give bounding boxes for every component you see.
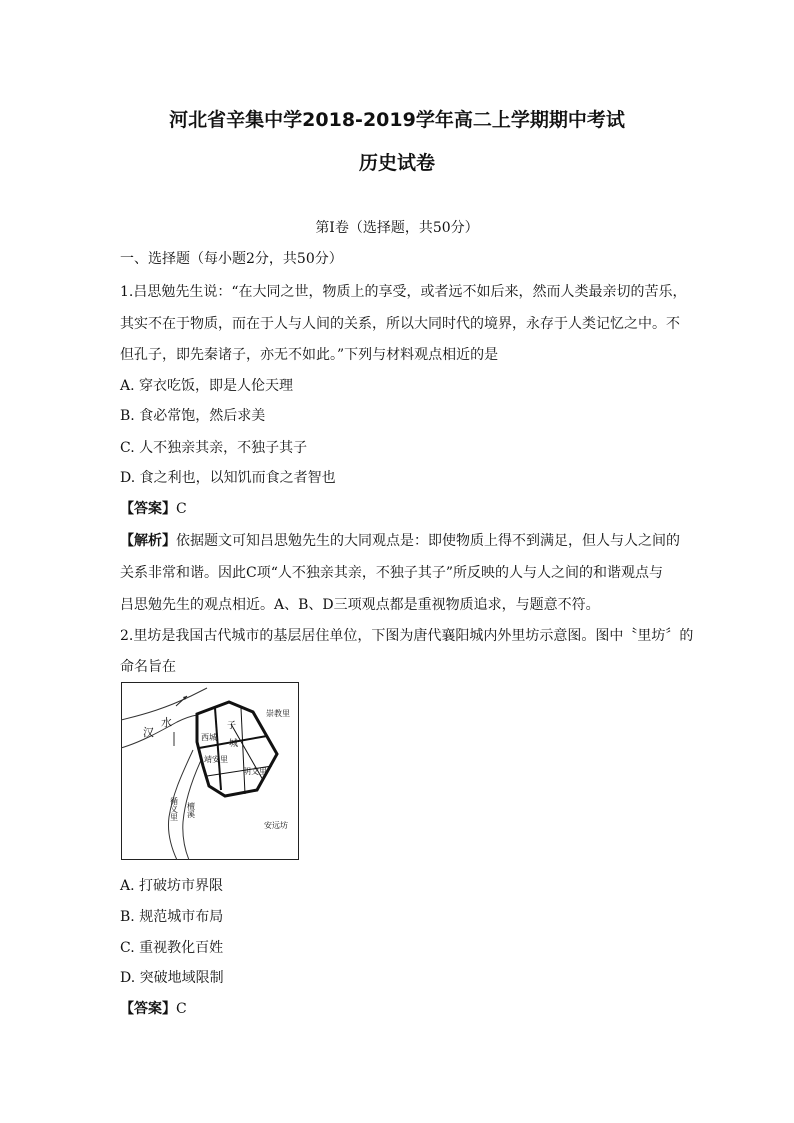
- q1-analysis-label: 【解析】: [120, 533, 176, 549]
- document-subtitle: 历史试卷: [358, 152, 435, 174]
- q1-analysis-line-2: 关系非常和谐。因此C项“人不独亲其亲，不独子其子”所反映的人与人之间的和谐观点与: [120, 565, 664, 581]
- map-label-chongjiao: 崇教里: [266, 709, 290, 718]
- q1-option-b: B. 食必常饱，然后求美: [120, 408, 266, 424]
- q2-answer: [120, 998, 187, 1018]
- q2-answer-value: C: [176, 1001, 187, 1017]
- q2-option-d: D. 突破地域限制: [120, 970, 224, 986]
- q1-answer-value: C: [176, 501, 187, 517]
- part-heading: 一、选择题（每小题2分，共50分）: [120, 251, 343, 267]
- map-label-tanxi: 檀溪: [186, 802, 196, 818]
- map-label-cheng: 城: [229, 739, 239, 749]
- map-label-han: 汉: [143, 726, 154, 739]
- q2-option-b: B. 规范城市布局: [120, 909, 224, 925]
- q2-option-c: C. 重视教化百姓: [120, 940, 224, 956]
- map-label-anyuan: 安远坊: [264, 821, 288, 830]
- q1-option-d: D. 食之利也，以知饥而食之者智也: [120, 470, 336, 486]
- q2-answer-label: 【答案】: [120, 1001, 176, 1017]
- map-label-jingan: 靖安里: [204, 755, 228, 764]
- q2-stem-line-1: 2.里坊是我国古代城市的基层居住单位，下图为唐代襄阳城内外里坊示意图。图中〝里坊〞的: [120, 628, 694, 644]
- q1-stem-line-1: 1.吕思勉先生说：“在大同之世，物质上的享受，或者远不如后来，然而人类最亲切的苦乐，: [120, 284, 687, 300]
- q2-stem-line-2: 命名旨在: [120, 659, 176, 675]
- q1-option-a: A. 穿衣吃饭，即是人伦天理: [120, 378, 294, 394]
- q1-stem-line-2: 其实不在于物质，而在于人与人间的关系，所以大同时代的境界，永存于人类记忆之中。不: [120, 316, 680, 332]
- map-label-mingwen: 明文里: [243, 767, 267, 776]
- map-label-west-city: 西城: [201, 733, 217, 742]
- xiangyang-map-figure: [121, 682, 299, 860]
- q1-stem-line-3: 但孔子，即先秦诸子，亦无不如此。”下列与材料观点相近的是: [120, 347, 499, 363]
- q1-option-c: C. 人不独亲其亲，不独子其子: [120, 440, 308, 456]
- q1-answer: [120, 498, 187, 518]
- document-title: 河北省辛集中学2018-2019学年高二上学期期中考试: [169, 109, 625, 131]
- q2-option-a: A. 打破坊市界限: [120, 878, 224, 894]
- q1-analysis-line-1: [120, 530, 680, 550]
- map-label-shui: 水: [161, 716, 172, 729]
- q1-analysis-line-3: 吕思勉先生的观点相近。A、B、D三项观点都是重视物质追求，与题意不符。: [120, 597, 600, 613]
- map-label-zi: 子: [227, 721, 237, 731]
- map-label-xiaoyi: 循义里: [169, 797, 179, 821]
- q1-analysis-text-1: 依据题文可知吕思勉先生的大同观点是：即使物质上得不到满足，但人与人之间的: [176, 533, 680, 549]
- section-heading: 第Ⅰ卷（选择题，共50分）: [315, 220, 479, 236]
- q1-answer-label: 【答案】: [120, 501, 176, 517]
